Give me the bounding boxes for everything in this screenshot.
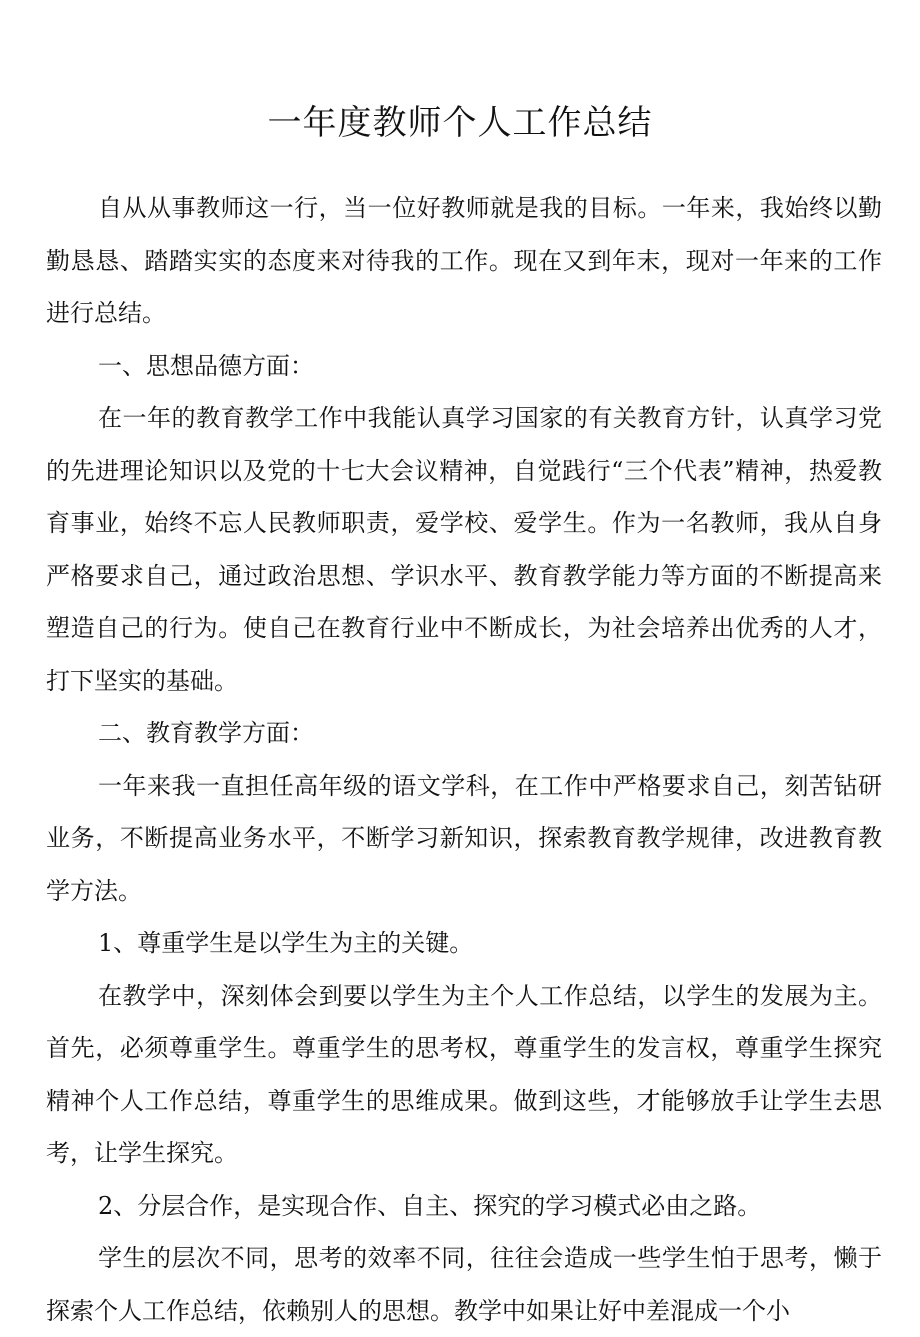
subheading-layered-cooperation: 2、分层合作，是实现合作、自主、探究的学习模式必由之路。	[98, 1191, 762, 1220]
ideology-paragraph: 在一年的教育教学工作中我能认真学习国家的有关教育方针，认真学习党的先进理论知识以及党的十七大会议精神，自觉践行“三个代表”精神，热爱教育事业，始终不忘人民教师职责，爱学校、爱学生。作为一名教师，我从自身严格要求自己，通过政治思想、学识水平、教育教学能力等方面的不断提高来塑造自己的行为。使自己在教育行业中不断成长，为社会培养出优秀的人才，打下坚实的基础。	[46, 404, 882, 695]
section-heading-teaching: 二、教育教学方面：	[98, 719, 314, 747]
section-heading-ideology: 一、思想品德方面：	[98, 351, 314, 380]
teaching-paragraph: 一年来我一直担任高年级的语文学科，在工作中严格要求自己，刻苦钻研业务，不断提高业务水平，不断学习新知识，探索教育教学规律，改进教育教学方法。	[46, 771, 882, 905]
intro-paragraph: 自从从事教师这一行，当一位好教师就是我的目标。一年来，我始终以勤勤恳恳、踏踏实实的态度来对待我的工作。现在又到年末，现对一年来的工作进行总结。	[46, 194, 882, 327]
document-body	[46, 182, 882, 1337]
subheading-respect-students: 1、尊重学生是以学生为主的关键。	[98, 929, 474, 957]
document-title: 一年度教师个人工作总结	[267, 103, 653, 143]
layered-cooperation-paragraph: 学生的层次不同，思考的效率不同，往往会造成一些学生怕于思考，懒于探索个人工作总结，依赖别人的思想。教学中如果让好中差混成一个小	[46, 1244, 882, 1325]
respect-students-paragraph: 在教学中，深刻体会到要以学生为主个人工作总结，以学生的发展为主。首先，必须尊重学生。尊重学生的思考权，尊重学生的发言权，尊重学生探究精神个人工作总结，尊重学生的思维成果。做到这些，才能够放手让学生去思考，让学生探究。	[46, 981, 882, 1167]
